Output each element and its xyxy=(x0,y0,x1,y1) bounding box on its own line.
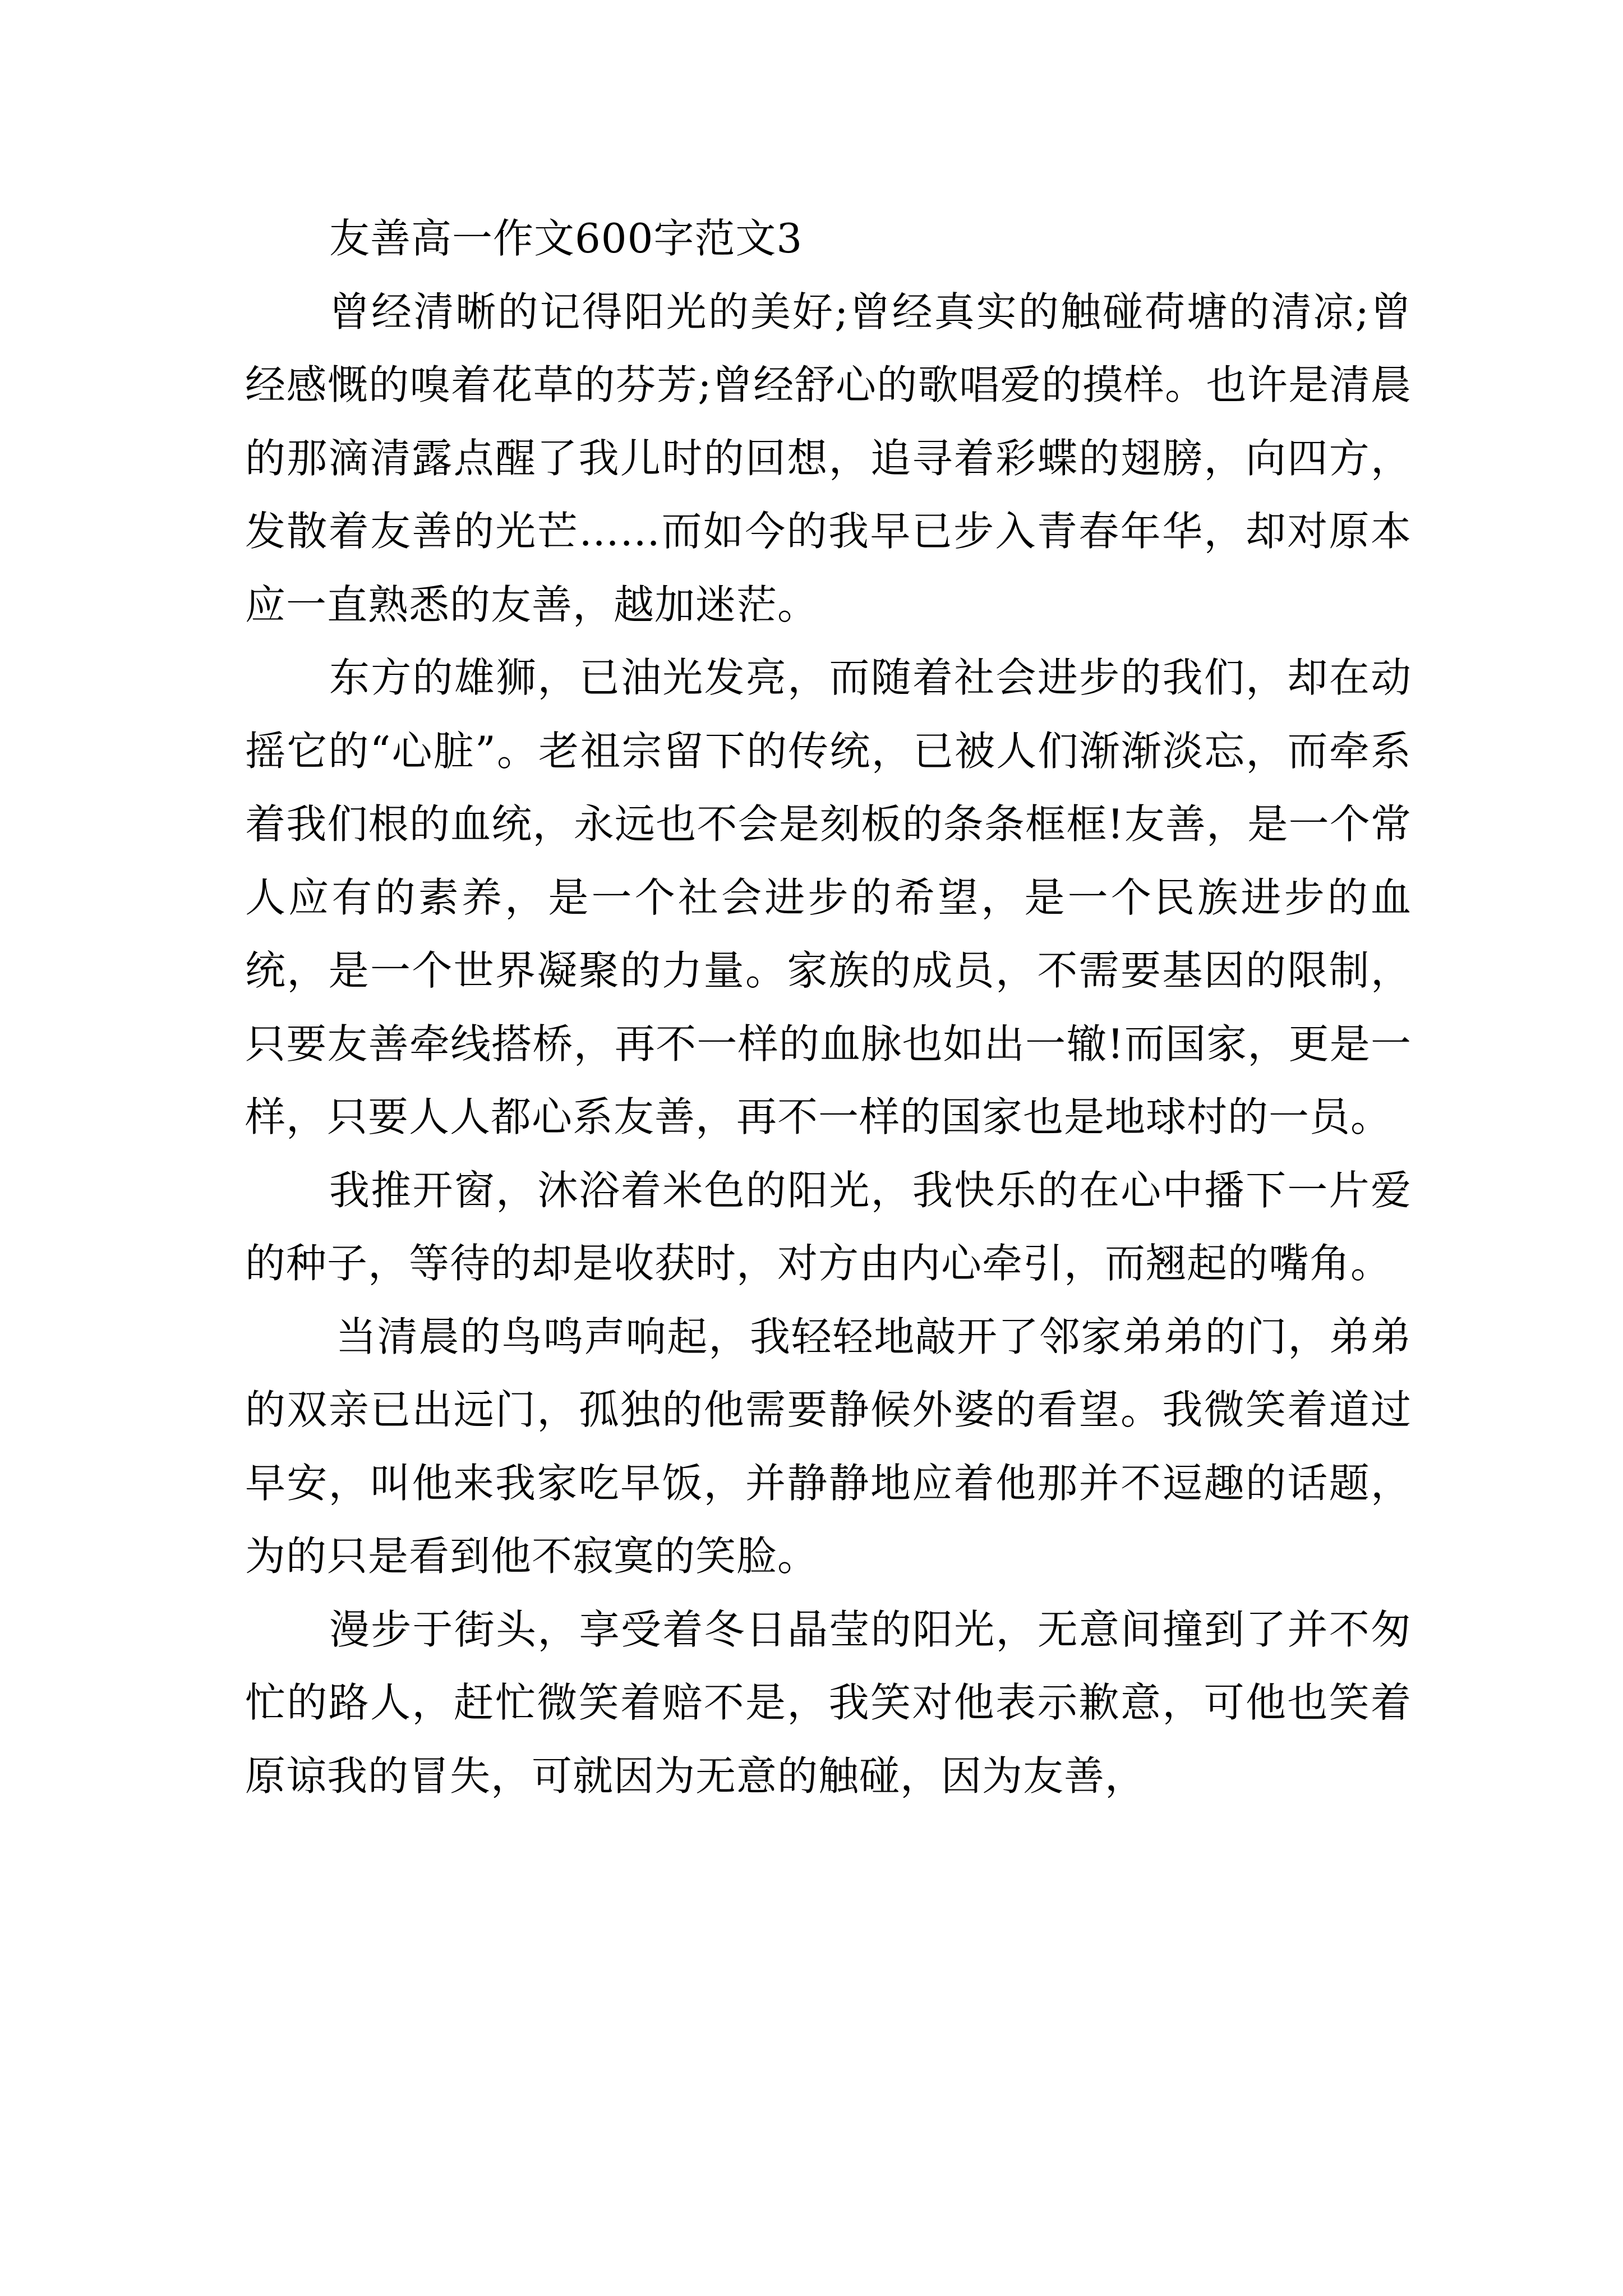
paragraph-5: 漫步于街头，享受着冬日晶莹的阳光，无意间撞到了并不匆忙的路人，赶忙微笑着赔不是，我笑对他表示歉意，可他也笑着原谅我的冒失，可就因为无意的触碰，因为友善， xyxy=(245,1605,1412,1800)
document-title: 友善高一作文600字范文3 xyxy=(329,215,803,262)
paragraph-2: 东方的雄狮，已油光发亮，而随着社会进步的我们，却在动摇它的“心脏”。老祖宗留下的传统，已被人们渐渐淡忘，而牵系着我们根的血统，永远也不会是刻板的条条框框!友善，是一个常人应有的素养，是一个社会进步的希望，是一个民族进步的血统，是一个世界凝聚的力量。家族的成员，不需要基因的限制，只要友善牵线搭桥，再不一样的血脉也如出一辙!而国家，更是一样，只要人人都心系友善，再不一样的国家也是地球村的一员。 xyxy=(245,654,1412,1140)
document-body xyxy=(245,202,1412,1812)
paragraph-1: 曾经清晰的记得阳光的美好;曾经真实的触碰荷塘的清凉;曾经感慨的嗅着花草的芬芳;曾经舒心的歌唱爱的摸样。也许是清晨的那滴清露点醒了我儿时的回想，追寻着彩蝶的翅膀，向四方，发散着友善的光芒……而如今的我早已步入青春年华，却对原本应一直熟悉的友善，越加迷茫。 xyxy=(245,288,1412,628)
paragraph-4: 当清晨的鸟鸣声响起，我轻轻地敲开了邻家弟弟的门，弟弟的双亲已出远门，孤独的他需要静候外婆的看望。我微笑着道过早安，叫他来我家吃早饭，并静静地应着他那并不逗趣的话题，为的只是看到他不寂寞的笑脸。 xyxy=(245,1313,1412,1580)
paragraph-3: 我推开窗，沐浴着米色的阳光，我快乐的在心中播下一片爱的种子，等待的却是收获时，对方由内心牵引，而翘起的嘴角。 xyxy=(245,1166,1412,1287)
